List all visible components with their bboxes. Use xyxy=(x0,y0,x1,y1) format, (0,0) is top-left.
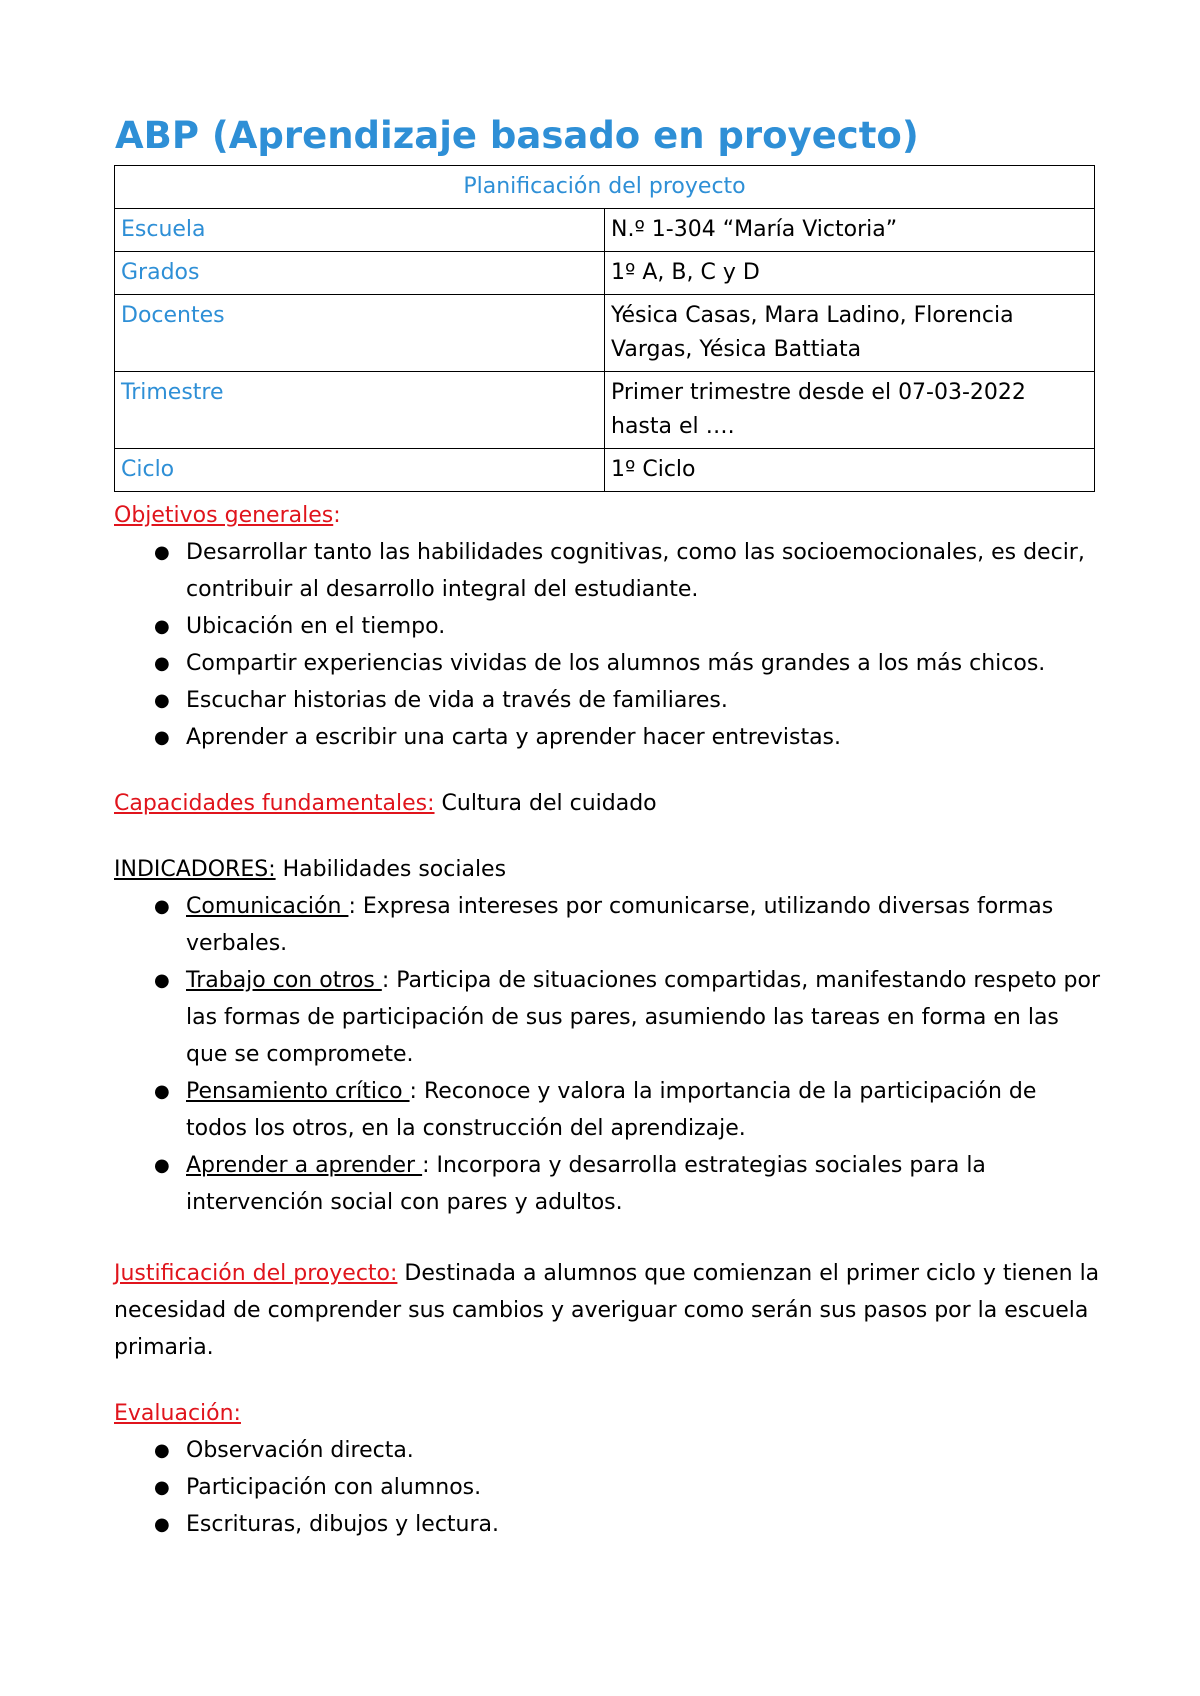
list-item xyxy=(114,1432,1104,1469)
indicator-desc: : Reconoce y valora la importancia de la participación de todos los otros, en la construcción del aprendizaje. xyxy=(186,1079,1037,1141)
bullet-icon: ● xyxy=(154,1081,170,1102)
row-label-escuela: Escuela xyxy=(115,209,605,252)
list-item-text: Desarrollar tanto las habilidades cognitivas, como las socioemocionales, es decir, contribuir al desarrollo integral del estudiante. xyxy=(186,540,1085,602)
row-label-ciclo: Ciclo xyxy=(115,449,605,492)
justificacion-section xyxy=(114,1255,1104,1366)
indicator-desc: : Participa de situaciones compartidas, manifestando respeto por las formas de participación de sus pares, asumiendo las tareas en forma en las que se compromete. xyxy=(186,968,1101,1067)
bullet-icon: ● xyxy=(154,1477,170,1498)
indicadores-section xyxy=(114,851,1104,1221)
capacidades-section xyxy=(114,785,1104,822)
objetivos-list xyxy=(114,534,1104,756)
bullet-icon: ● xyxy=(154,690,170,711)
bullet-icon: ● xyxy=(154,1440,170,1461)
list-item-text: Aprender a escribir una carta y aprender hacer entrevistas. xyxy=(186,725,842,750)
row-value-docentes: Yésica Casas, Mara Ladino, Florencia Vargas, Yésica Battiata xyxy=(605,295,1095,372)
indicator-term: Aprender a aprender xyxy=(186,1153,423,1178)
evaluacion-heading-line xyxy=(114,1395,1104,1432)
list-item-text: Ubicación en el tiempo. xyxy=(186,614,446,639)
row-value-trimestre: Primer trimestre desde el 07-03-2022 hasta el …. xyxy=(605,372,1095,449)
planning-table xyxy=(114,165,1095,492)
evaluacion-heading: Evaluación: xyxy=(114,1401,241,1426)
table-header: Planificación del proyecto xyxy=(115,166,1095,209)
list-item xyxy=(114,682,1104,719)
indicator-term: Comunicación xyxy=(186,894,349,919)
list-item xyxy=(114,1073,1104,1147)
list-item xyxy=(114,645,1104,682)
indicadores-heading: INDICADORES: xyxy=(114,857,276,882)
objetivos-heading-line xyxy=(114,497,1104,534)
list-item xyxy=(114,888,1104,962)
objetivos-section xyxy=(114,497,1104,756)
bullet-icon: ● xyxy=(154,1155,170,1176)
row-value-grados: 1º A, B, C y D xyxy=(605,252,1095,295)
list-item-text: Observación directa. xyxy=(186,1438,414,1463)
capacidades-heading: Capacidades fundamentales: xyxy=(114,791,435,816)
table-row xyxy=(115,252,1095,295)
list-item xyxy=(114,608,1104,645)
bullet-icon: ● xyxy=(154,653,170,674)
capacidades-text: Cultura del cuidado xyxy=(434,791,657,816)
list-item-text: Participación con alumnos. xyxy=(186,1475,482,1500)
objetivos-colon: : xyxy=(333,503,341,528)
bullet-icon: ● xyxy=(154,896,170,917)
list-item xyxy=(114,1469,1104,1506)
row-label-grados: Grados xyxy=(115,252,605,295)
justificacion-heading: Justificación del proyecto: xyxy=(114,1261,398,1286)
bullet-icon: ● xyxy=(154,727,170,748)
list-item-text: Compartir experiencias vividas de los alumnos más grandes a los más chicos. xyxy=(186,651,1046,676)
list-item-text: Escuchar historias de vida a través de familiares. xyxy=(186,688,728,713)
bullet-icon: ● xyxy=(154,542,170,563)
table-row xyxy=(115,295,1095,372)
indicadores-text: Habilidades sociales xyxy=(275,857,507,882)
table-row xyxy=(115,209,1095,252)
indicator-term: Pensamiento crítico xyxy=(186,1079,410,1104)
list-item xyxy=(114,719,1104,756)
list-item xyxy=(114,1506,1104,1543)
indicator-term: Trabajo con otros xyxy=(186,968,382,993)
list-item xyxy=(114,962,1104,1073)
row-label-docentes: Docentes xyxy=(115,295,605,372)
list-item xyxy=(114,1147,1104,1221)
row-value-ciclo: 1º Ciclo xyxy=(605,449,1095,492)
objetivos-heading: Objetivos generales xyxy=(114,503,334,528)
indicator-desc: : Expresa intereses por comunicarse, utilizando diversas formas verbales. xyxy=(186,894,1054,956)
evaluacion-section xyxy=(114,1395,1104,1543)
list-item xyxy=(114,534,1104,608)
bullet-icon: ● xyxy=(154,1514,170,1535)
bullet-icon: ● xyxy=(154,970,170,991)
list-item-text: Escrituras, dibujos y lectura. xyxy=(186,1512,500,1537)
indicator-desc: : Incorpora y desarrolla estrategias sociales para la intervención social con pares y adultos. xyxy=(186,1153,986,1215)
justificacion-text: Destinada a alumnos que comienzan el primer ciclo y tienen la necesidad de comprender sus cambios y averiguar como serán sus pasos por la escuela primaria. xyxy=(114,1261,1100,1360)
table-row xyxy=(115,449,1095,492)
table-row xyxy=(115,372,1095,449)
indicadores-list xyxy=(114,888,1104,1221)
bullet-icon: ● xyxy=(154,616,170,637)
row-label-trimestre: Trimestre xyxy=(115,372,605,449)
evaluacion-list xyxy=(114,1432,1104,1543)
document-title: ABP (Aprendizaje basado en proyecto) xyxy=(115,114,919,157)
table-header-row xyxy=(115,166,1095,209)
indicadores-heading-line xyxy=(114,851,1104,888)
row-value-escuela: N.º 1-304 “María Victoria” xyxy=(605,209,1095,252)
